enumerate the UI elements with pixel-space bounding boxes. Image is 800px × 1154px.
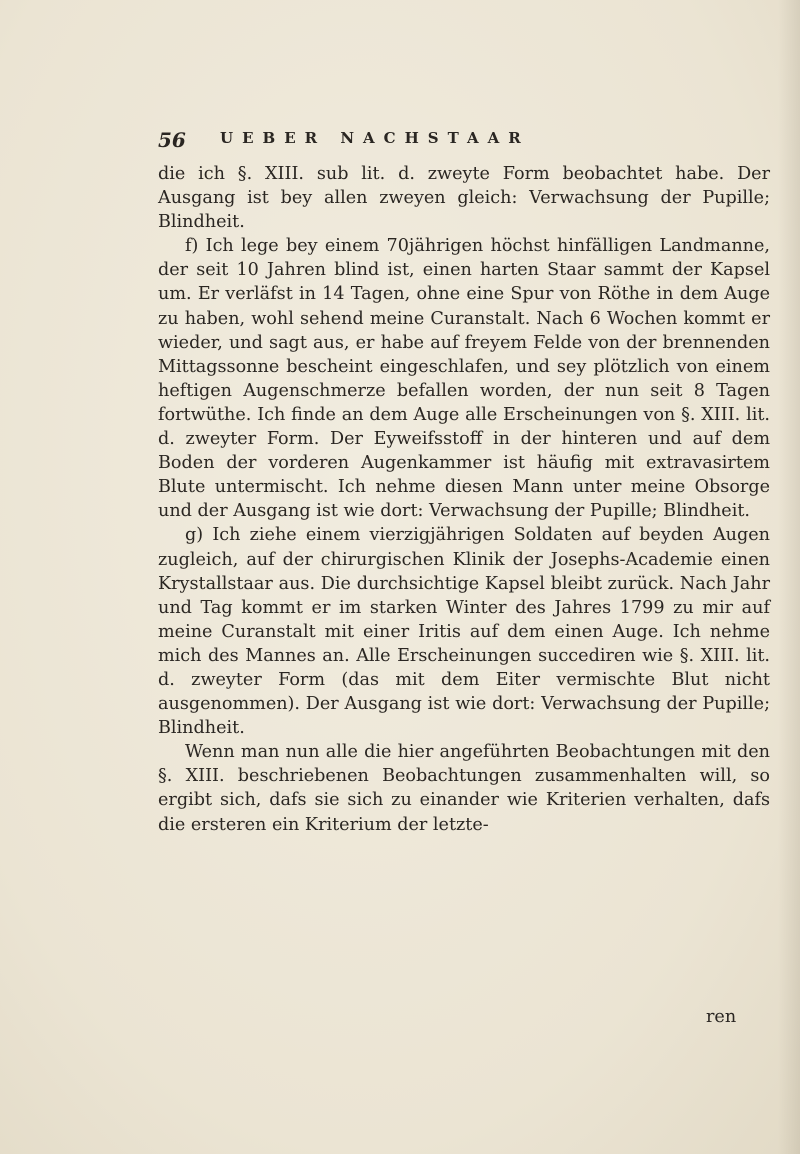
body-text xyxy=(158,162,770,837)
catchword: ren xyxy=(706,1007,737,1027)
paragraph-conclusion: Wenn man nun alle die hier angeführten Beobachtungen mit den §. XIII. beschriebenen Beobachtungen zusammenhalten will, so ergibt sich, dafs sie sich zu einander wie Kriterien verhalten, dafs die ersteren ein Kriterium der letzte- xyxy=(158,742,770,835)
paragraph-continuation: die ich §. XIII. sub lit. d. zweyte Form beobachtet habe. Der Ausgang ist bey allen zweyen gleich: Verwachsung der Pupille; Blindheit. xyxy=(158,164,770,233)
page-number: 56 xyxy=(158,128,186,152)
page-header xyxy=(158,128,758,158)
running-head: UEBER NACHSTAAR xyxy=(220,129,530,147)
paragraph-case-f: f) Ich lege bey einem 70jährigen höchst hinfälligen Landmanne, der seit 10 Jahren blind ist, einen harten Staar sammt der Kapsel um. Er verläfst in 14 Tagen, ohne eine Spur von Röthe in dem Auge zu haben, wohl sehend meine Curanstalt. Nach 6 Wochen kommt er wieder, und sagt aus, er habe auf freyem Felde von der brennenden Mittagssonne bescheint eingeschlafen, und sey plötzlich von einem heftigen Augenschmerze befallen worden, der nun seit 8 Tagen fortwüthe. Ich finde an dem Auge alle Erscheinungen von §. XIII. lit. d. zweyter Form. Der Eyweifsstoff in der hinteren und auf dem Boden der vorderen Augenkammer ist häufig mit extravasirtem Blute untermischt. Ich nehme diesen Mann unter meine Obsorge und der Ausgang ist wie dort: Verwachsung der Pupille; Blindheit. xyxy=(158,236,770,522)
paragraph-case-g: g) Ich ziehe einem vierzigjährigen Soldaten auf beyden Augen zugleich, auf der chirurgischen Klinik der Josephs-Academie einen Krystallstaar aus. Die durchsichtige Kapsel bleibt zurück. Nach Jahr und Tag kommt er im starken Winter des Jahres 1799 zu mir auf meine Curanstalt mit einer Iritis auf dem einen Auge. Ich nehme mich des Mannes an. Alle Erscheinungen succediren wie §. XIII. lit. d. zweyter Form (das mit dem Eiter vermischte Blut nicht ausgenommen). Der Ausgang ist wie dort: Verwachsung der Pupille; Blindheit. xyxy=(158,525,770,739)
page-edge-shadow xyxy=(778,0,800,1154)
